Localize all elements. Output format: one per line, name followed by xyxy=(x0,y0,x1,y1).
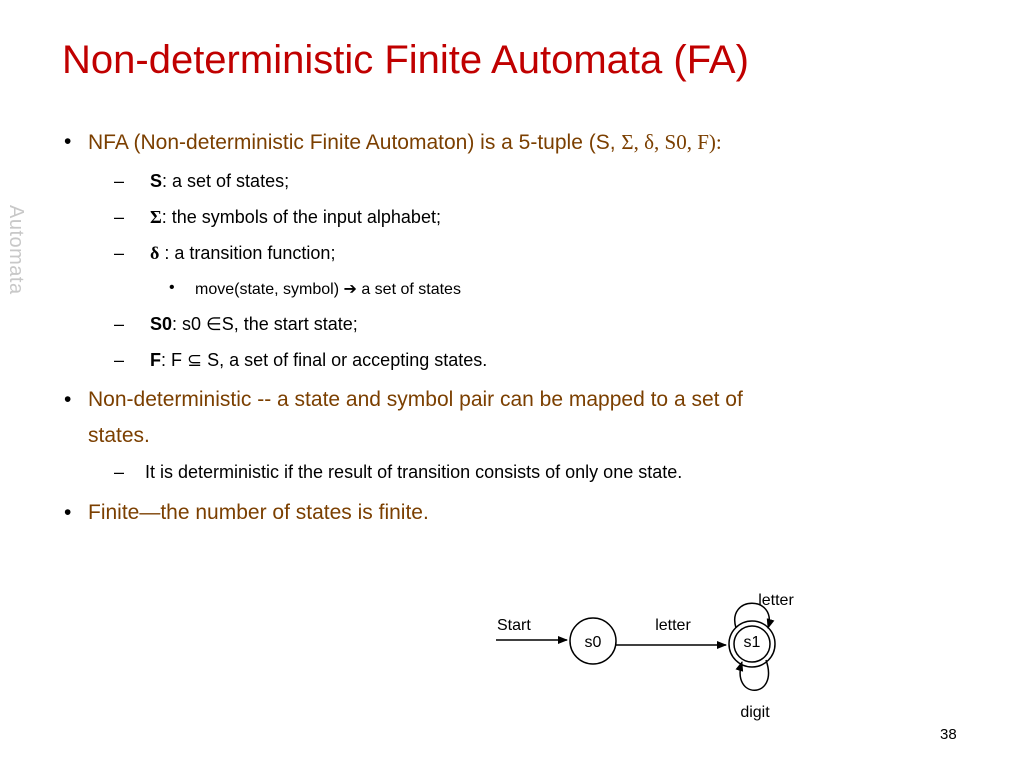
move-result: a set of states xyxy=(356,281,461,298)
subitem-text: : s0 xyxy=(172,314,207,334)
bullet-dot: • xyxy=(64,388,72,411)
transition-label: letter xyxy=(655,617,691,634)
element-of-symbol: ∈ xyxy=(206,314,222,334)
subitem-text: : a set of states; xyxy=(162,171,290,191)
slide-title: Non-deterministic Finite Automata (FA) xyxy=(62,38,749,82)
right-arrow-icon: ➔ xyxy=(343,281,357,298)
bullet-text: Non-deterministic -- a state and symbol pair can be mapped to a set of xyxy=(88,388,743,411)
term-s: S xyxy=(150,171,163,191)
state-s1-label: s1 xyxy=(743,634,761,651)
bullet-text: NFA (Non-deterministic Finite Automaton) is a 5-tuple (S, xyxy=(88,131,622,154)
bullet-dot: • xyxy=(169,279,175,296)
dash: – xyxy=(114,314,125,334)
subitem-text: : the symbols of the input alphabet; xyxy=(161,207,441,227)
move-text: move(state, symbol) xyxy=(195,281,344,298)
term-sigma: Σ xyxy=(150,207,162,227)
subitem-text-2: S, the start state; xyxy=(221,314,358,334)
bullet-dot: • xyxy=(64,501,72,524)
state-s0-label: s0 xyxy=(584,634,602,651)
term-s0: S0 xyxy=(150,314,173,334)
subitem-text: It is deterministic if the result of transition consists of only one state. xyxy=(145,462,683,482)
dash: – xyxy=(114,350,125,370)
self-loop-digit-label: digit xyxy=(740,704,770,721)
term-f: F xyxy=(150,350,161,370)
tuple-symbols: Σ, δ, S0, F): xyxy=(621,130,722,154)
subitem-text: : F xyxy=(161,350,187,370)
page-number: 38 xyxy=(940,726,957,743)
term-delta: δ xyxy=(150,243,160,263)
dash: – xyxy=(114,171,125,191)
dash: – xyxy=(114,462,125,482)
side-label: Automata xyxy=(5,205,27,295)
subitem-text-2: S, a set of final or accepting states. xyxy=(202,350,488,370)
subitem-text: : a transition function; xyxy=(159,243,336,263)
start-label: Start xyxy=(497,617,531,634)
self-loop-letter-label: letter xyxy=(758,592,794,609)
subset-symbol: ⊆ xyxy=(187,350,203,370)
bullet-dot: • xyxy=(64,130,72,153)
bullet-text: states. xyxy=(88,424,150,447)
dash: – xyxy=(114,207,125,227)
bullet-text: Finite—the number of states is finite. xyxy=(88,501,429,524)
dash: – xyxy=(114,243,125,263)
